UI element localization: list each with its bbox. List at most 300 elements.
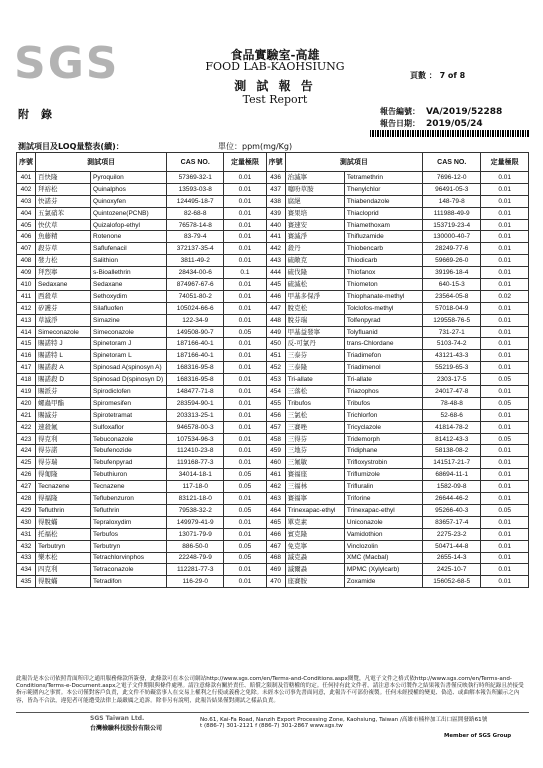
table-cell: 脫芬瑞 xyxy=(285,314,344,326)
table-cell: Tetraconazole xyxy=(91,564,167,576)
table-cell: 429 xyxy=(17,504,36,516)
table-cell: 96491-05-3 xyxy=(423,183,481,195)
table-cell: 203313-25-1 xyxy=(167,409,224,421)
table-row xyxy=(17,172,529,184)
report-number-label: 報告編號： xyxy=(380,107,420,116)
table-cell: 447 xyxy=(266,302,285,314)
table-cell: 78-48-8 xyxy=(423,397,481,409)
table-cell: 407 xyxy=(17,243,36,255)
table-cell: 422 xyxy=(17,421,36,433)
table-cell: Tribufos xyxy=(285,397,344,409)
table-cell: 0.01 xyxy=(224,255,266,267)
table-row xyxy=(17,326,529,338)
footer-divider xyxy=(16,712,529,713)
table-cell: Tetradifon xyxy=(91,576,167,588)
table-cell: 466 xyxy=(266,528,285,540)
table-cell: 殺丹 xyxy=(285,243,344,255)
table-cell: 治滅寧 xyxy=(285,172,344,184)
table-cell: 28434-00-6 xyxy=(167,267,224,279)
table-cell: 0.01 xyxy=(224,279,266,291)
table-row xyxy=(17,314,529,326)
table-cell: 467 xyxy=(266,540,285,552)
table-unit: 單位：ppm(mg/Kg) xyxy=(218,142,293,151)
table-cell: Thiamethoxam xyxy=(344,219,422,231)
table-cell: 甲基益發寧 xyxy=(285,326,344,338)
table-cell: 640-15-3 xyxy=(423,279,481,291)
table-cell: 0.05 xyxy=(224,540,266,552)
table-cell: 0.05 xyxy=(481,397,529,409)
table-cell: 賜諾特 L xyxy=(36,350,91,362)
table-cell: 0.01 xyxy=(224,350,266,362)
table-cell: 148-79-8 xyxy=(423,195,481,207)
table-cell: Tebuthiuron xyxy=(91,469,167,481)
table-cell: 得匍隆 xyxy=(36,469,91,481)
table-cell: 0.01 xyxy=(224,576,266,588)
table-cell: Triforine xyxy=(344,493,422,505)
table-cell: Terbufos xyxy=(91,528,167,540)
table-cell: 0.05 xyxy=(481,374,529,386)
table-cell: Trichlorfon xyxy=(344,409,422,421)
table-cell: Pyroquilon xyxy=(91,172,167,184)
table-row xyxy=(17,362,529,374)
table-cell: 0.01 xyxy=(481,195,529,207)
table-cell: 412 xyxy=(17,302,36,314)
table-cell: 三福林 xyxy=(285,481,344,493)
table-cell: Salithion xyxy=(91,255,167,267)
table-cell: 76578-14-8 xyxy=(167,219,224,231)
table-cell: 168316-95-8 xyxy=(167,374,224,386)
table-cell: 430 xyxy=(17,516,36,528)
table-cell: 372137-35-4 xyxy=(167,243,224,255)
test-items-table xyxy=(16,152,529,588)
table-cell: 119168-77-3 xyxy=(167,457,224,469)
table-cell: 0.01 xyxy=(224,243,266,255)
table-cell: Tolfenpyrad xyxy=(344,314,422,326)
table-cell: Tridemorph xyxy=(344,433,422,445)
table-cell: Trifloxystrobin xyxy=(344,457,422,469)
table-cell: Sulfoxaflor xyxy=(91,421,167,433)
table-cell: 441 xyxy=(266,231,285,243)
table-cell: 468 xyxy=(266,552,285,564)
table-cell: 452 xyxy=(266,362,285,374)
table-cell: 得脫蟎 xyxy=(36,516,91,528)
footer-address: No.61, Kai-Fa Road, Nanzih Export Processing Zone, Kaohsiung, Taiwan /高雄市楠梓加工出口區開發路61號 xyxy=(200,717,488,723)
table-cell: 403 xyxy=(17,195,36,207)
table-cell: 0.05 xyxy=(224,469,266,481)
table-cell: 得芬瑞 xyxy=(36,457,91,469)
table-body xyxy=(17,172,529,588)
table-row xyxy=(17,338,529,350)
table-cell: 0.01 xyxy=(224,386,266,398)
table-cell: 129558-76-5 xyxy=(423,314,481,326)
table-row xyxy=(17,243,529,255)
table-cell: 0.01 xyxy=(481,338,529,350)
table-row xyxy=(17,528,529,540)
appendix-label: 附錄 xyxy=(18,108,64,121)
table-cell: 賜派芬 xyxy=(36,386,91,398)
table-cell: Teflubenzuron xyxy=(91,493,167,505)
table-cell: 156052-68-5 xyxy=(423,576,481,588)
table-cell: 0.01 xyxy=(481,172,529,184)
table-cell: 0.01 xyxy=(481,469,529,481)
table-cell: 187166-40-1 xyxy=(167,338,224,350)
table-cell: Tridiphane xyxy=(344,445,422,457)
table-cell: 0.01 xyxy=(224,374,266,386)
table-cell: 465 xyxy=(266,516,285,528)
table-cell: 83121-18-0 xyxy=(167,493,224,505)
table-cell: 0.01 xyxy=(481,386,529,398)
table-cell: 141517-21-7 xyxy=(423,457,481,469)
table-cell: Quintozene(PCNB) xyxy=(91,207,167,219)
table-cell: Thiobencarb xyxy=(344,243,422,255)
table-cell: 469 xyxy=(266,564,285,576)
table-cell: Tetrachlorvinphos xyxy=(91,552,167,564)
table-cell: 五氯硝苯 xyxy=(36,207,91,219)
table-cell: 417 xyxy=(17,362,36,374)
table-cell: 0.01 xyxy=(481,207,529,219)
report-date-label: 報告日期： xyxy=(380,119,420,128)
table-cell: 13071-79-9 xyxy=(167,528,224,540)
table-cell: 435 xyxy=(17,576,36,588)
table-cell: 賜滅芬 xyxy=(36,409,91,421)
table-cell: Trinexapac-ethyl xyxy=(285,504,344,516)
table-cell: 賜諾殺 A xyxy=(36,362,91,374)
table-cell: 414 xyxy=(17,326,36,338)
table-cell: 賽福座 xyxy=(285,469,344,481)
table-cell: 117-18-0 xyxy=(167,481,224,493)
table-cell: Tri-allate xyxy=(344,374,422,386)
table-cell: 443 xyxy=(266,255,285,267)
table-cell: 454 xyxy=(266,386,285,398)
table-cell: 22248-79-9 xyxy=(167,552,224,564)
table-cell: 賽速安 xyxy=(285,219,344,231)
table-cell: s-Bioallethrin xyxy=(91,267,167,279)
table-cell: 283594-90-1 xyxy=(167,397,224,409)
table-cell: 1582-09-8 xyxy=(423,481,481,493)
table-cell: 硫滅松 xyxy=(285,279,344,291)
table-row xyxy=(17,219,529,231)
table-cell: Tribufos xyxy=(344,397,422,409)
table-cell: 421 xyxy=(17,409,36,421)
table-cell: Spinosad D(spinosyn D) xyxy=(91,374,167,386)
table-row xyxy=(17,386,529,398)
table-cell: Thifluzamide xyxy=(344,231,422,243)
table-cell: 442 xyxy=(266,243,285,255)
table-row xyxy=(17,493,529,505)
table-cell: 殺芬草 xyxy=(36,243,91,255)
table-cell: 446 xyxy=(266,290,285,302)
table-cell: Tri-allate xyxy=(285,374,344,386)
table-cell: 0.01 xyxy=(224,231,266,243)
table-cell: Thiacloprid xyxy=(344,207,422,219)
table-cell: 74051-80-2 xyxy=(167,290,224,302)
table-cell: 0.01 xyxy=(224,195,266,207)
table-cell: Tolyfluanid xyxy=(344,326,422,338)
table-cell: 449 xyxy=(266,326,285,338)
table-cell: 得芬諾 xyxy=(36,445,91,457)
table-cell: 0.01 xyxy=(224,433,266,445)
table-cell: 0.01 xyxy=(224,457,266,469)
table-cell: 托福松 xyxy=(36,528,91,540)
table-cell: 脫克松 xyxy=(285,302,344,314)
table-cell: 425 xyxy=(17,457,36,469)
table-cell: 455 xyxy=(266,397,285,409)
table-cell: 0.05 xyxy=(224,552,266,564)
table-cell: 賽滅淨 xyxy=(285,231,344,243)
table-cell: 946578-00-3 xyxy=(167,421,224,433)
table-row xyxy=(17,469,529,481)
table-cell: trans-Chlordane xyxy=(344,338,422,350)
table-cell: 444 xyxy=(266,267,285,279)
table-cell: Thiodicarb xyxy=(344,255,422,267)
table-cell: 0.01 xyxy=(481,516,529,528)
table-cell: 0.01 xyxy=(224,409,266,421)
table-cell: Sedaxane xyxy=(91,279,167,291)
table-row xyxy=(17,279,529,291)
table-cell: 0.01 xyxy=(481,528,529,540)
table-cell: Tepraloxydim xyxy=(91,516,167,528)
table-cell: 0.01 xyxy=(481,576,529,588)
table-cell: 0.01 xyxy=(481,421,529,433)
table-cell: 0.1 xyxy=(224,267,266,279)
table-cell: 0.05 xyxy=(224,326,266,338)
table-cell: 0.02 xyxy=(481,290,529,302)
col-header-loq: 定量極限 xyxy=(224,153,266,172)
table-cell: 105024-66-6 xyxy=(167,302,224,314)
table-cell: Sedaxane xyxy=(36,279,91,291)
table-cell: 453 xyxy=(266,374,285,386)
table-row xyxy=(17,409,529,421)
col-header-cas-2: CAS NO. xyxy=(423,153,481,172)
table-cell: 0.01 xyxy=(481,231,529,243)
table-row xyxy=(17,576,529,588)
table-row xyxy=(17,350,529,362)
table-cell: 滅爾蝨 xyxy=(285,564,344,576)
table-cell: 0.05 xyxy=(481,504,529,516)
col-header-no-2: 序號 xyxy=(266,153,285,172)
table-cell: 快諾芬 xyxy=(36,195,91,207)
table-row xyxy=(17,290,529,302)
table-cell: 57369-32-1 xyxy=(167,172,224,184)
table-cell: 470 xyxy=(266,576,285,588)
table-cell: 草滅淨 xyxy=(36,314,91,326)
table-cell: 魚藤精 xyxy=(36,231,91,243)
page-number: 頁數 ： 7 of 8 xyxy=(410,71,466,80)
table-cell: Simeconazole xyxy=(91,326,167,338)
table-cell: 406 xyxy=(17,231,36,243)
table-row xyxy=(17,552,529,564)
table-cell: 四克利 xyxy=(36,564,91,576)
table-cell: XMC (Macbal) xyxy=(344,552,422,564)
table-row xyxy=(17,457,529,469)
table-cell: 82-68-8 xyxy=(167,207,224,219)
table-cell: 噻吩草胺 xyxy=(285,183,344,195)
table-cell: Terbutryn xyxy=(91,540,167,552)
table-cell: Spinetoram J xyxy=(91,338,167,350)
table-cell: 甲基多保淨 xyxy=(285,290,344,302)
table-cell: 0.01 xyxy=(481,243,529,255)
table-cell: 413 xyxy=(17,314,36,326)
table-cell: Thiophanate-methyl xyxy=(344,290,422,302)
table-cell: 116-29-0 xyxy=(167,576,224,588)
table-cell: 112281-77-3 xyxy=(167,564,224,576)
table-cell: Zoxamide xyxy=(344,576,422,588)
table-cell: 滅克蝨 xyxy=(285,552,344,564)
table-cell: 0.01 xyxy=(224,528,266,540)
table-cell: Spirotetramat xyxy=(91,409,167,421)
table-cell: 83-79-4 xyxy=(167,231,224,243)
table-cell: 0.01 xyxy=(481,255,529,267)
table-cell: 448 xyxy=(266,314,285,326)
report-date-value: 2019/05/24 xyxy=(426,119,483,129)
table-row xyxy=(17,564,529,576)
table-cell: 0.01 xyxy=(224,302,266,314)
table-cell: 39196-18-4 xyxy=(423,267,481,279)
table-cell: 0.01 xyxy=(224,172,266,184)
table-cell: 螺蟲甲酯 xyxy=(36,397,91,409)
table-cell: 122-34-9 xyxy=(167,314,224,326)
table-cell: 0.05 xyxy=(224,504,266,516)
table-cell: Tricyclazole xyxy=(344,421,422,433)
table-cell: 三得芬 xyxy=(285,433,344,445)
table-cell: Uniconazole xyxy=(344,516,422,528)
table-cell: 187166-40-1 xyxy=(167,350,224,362)
table-cell: 賽果培 xyxy=(285,207,344,219)
table-cell: 427 xyxy=(17,481,36,493)
table-header-row xyxy=(17,153,529,172)
table-cell: 59669-26-0 xyxy=(423,255,481,267)
table-cell: Tefluthrin xyxy=(36,504,91,516)
table-cell: 153719-23-4 xyxy=(423,219,481,231)
table-cell: Thiometon xyxy=(344,279,422,291)
table-cell: 座賽胺 xyxy=(285,576,344,588)
table-cell: 0.01 xyxy=(481,183,529,195)
table-cell: 硫敵克 xyxy=(285,255,344,267)
table-cell: 0.01 xyxy=(481,279,529,291)
table-cell: Spiromesifen xyxy=(91,397,167,409)
table-cell: 402 xyxy=(17,183,36,195)
table-cell: 0.01 xyxy=(481,302,529,314)
table-cell: Trinexapac-ethyl xyxy=(344,504,422,516)
table-cell: 反-可氯丹 xyxy=(285,338,344,350)
table-cell: 420 xyxy=(17,397,36,409)
table-cell: 23564-05-8 xyxy=(423,290,481,302)
report-number xyxy=(380,106,502,117)
table-cell: 賓克隆 xyxy=(285,528,344,540)
table-cell: 461 xyxy=(266,469,285,481)
table-cell: 三氟敏 xyxy=(285,457,344,469)
table-cell: 0.01 xyxy=(481,493,529,505)
col-header-item: 測試項目 xyxy=(36,153,167,172)
table-cell: 賜諾特 J xyxy=(36,338,91,350)
table-cell: 50471-44-8 xyxy=(423,540,481,552)
table-cell: 速殺氟 xyxy=(36,421,91,433)
table-cell: 433 xyxy=(17,552,36,564)
table-cell: Spinosad A(spinosyn A) xyxy=(91,362,167,374)
table-cell: 58138-08-2 xyxy=(423,445,481,457)
table-row xyxy=(17,421,529,433)
table-row xyxy=(17,183,529,195)
table-cell: 432 xyxy=(17,540,36,552)
footer-member: Member of SGS Group xyxy=(444,733,512,739)
table-cell: 57018-04-9 xyxy=(423,302,481,314)
table-cell: Thenylchlor xyxy=(344,183,422,195)
table-cell: 0.01 xyxy=(224,421,266,433)
table-cell: 440 xyxy=(266,219,285,231)
table-cell: 發力松 xyxy=(36,255,91,267)
table-cell: 55219-65-3 xyxy=(423,362,481,374)
table-cell: 2655-14-3 xyxy=(423,552,481,564)
table-cell: Thiabendazole xyxy=(344,195,422,207)
table-row xyxy=(17,516,529,528)
table-cell: 得克利 xyxy=(36,433,91,445)
table-cell: Triadimenol xyxy=(344,362,422,374)
table-cell: 三泰芬 xyxy=(285,350,344,362)
table-cell: 463 xyxy=(266,493,285,505)
table-cell: 拜裕松 xyxy=(36,183,91,195)
table-cell: 得脫蟎 xyxy=(36,576,91,588)
table-row xyxy=(17,255,529,267)
table-cell: 148477-71-8 xyxy=(167,386,224,398)
table-cell: MPMC (Xylylcarb) xyxy=(344,564,422,576)
table-cell: 2275-23-2 xyxy=(423,528,481,540)
table-cell: 436 xyxy=(266,172,285,184)
table-cell: 0.01 xyxy=(224,183,266,195)
table-cell: 樂本松 xyxy=(36,552,91,564)
sgs-logo: SGS xyxy=(14,38,120,89)
table-cell: 408 xyxy=(17,255,36,267)
table-cell: Quizalofop-ethyl xyxy=(91,219,167,231)
footer-contact: t (886-7) 301-2121 f (886-7) 301-2867 www.sgs.tw xyxy=(200,723,343,729)
table-cell: 460 xyxy=(266,457,285,469)
barcode-icon xyxy=(370,130,530,137)
table-cell: 43121-43-3 xyxy=(423,350,481,362)
col-header-cas: CAS NO. xyxy=(167,153,224,172)
footer-company-cn: 台灣檢驗科技股份有限公司 xyxy=(90,725,163,732)
table-cell: 百快隆 xyxy=(36,172,91,184)
table-cell: Terbutryn xyxy=(36,540,91,552)
table-cell: 409 xyxy=(17,267,36,279)
table-cell: 401 xyxy=(17,172,36,184)
table-cell: 硫伐隆 xyxy=(285,267,344,279)
table-cell: Thiofanox xyxy=(344,267,422,279)
table-cell: 52-68-6 xyxy=(423,409,481,421)
table-cell: 464 xyxy=(266,504,285,516)
table-cell: 426 xyxy=(17,469,36,481)
table-cell: 456 xyxy=(266,409,285,421)
table-row xyxy=(17,445,529,457)
table-cell: 賜諾殺 D xyxy=(36,374,91,386)
table-cell: Tebufenpyrad xyxy=(91,457,167,469)
table-cell: 三賽唑 xyxy=(285,421,344,433)
report-title-en: Test Report xyxy=(242,93,308,106)
table-row xyxy=(17,433,529,445)
table-cell: 168316-95-8 xyxy=(167,362,224,374)
table-cell: 445 xyxy=(266,279,285,291)
table-cell: 13593-03-8 xyxy=(167,183,224,195)
table-cell: 458 xyxy=(266,433,285,445)
table-cell: 0.01 xyxy=(481,409,529,421)
table-cell: 0.01 xyxy=(481,219,529,231)
lab-title-cn: 食品實驗室-高雄 xyxy=(230,48,320,62)
table-cell: 矽護芬 xyxy=(36,302,91,314)
table-row xyxy=(17,195,529,207)
table-cell: 0.01 xyxy=(481,540,529,552)
table-cell: 三地芬 xyxy=(285,445,344,457)
table-cell: 三泰隆 xyxy=(285,362,344,374)
table-cell: 112410-23-8 xyxy=(167,445,224,457)
table-cell: 457 xyxy=(266,421,285,433)
